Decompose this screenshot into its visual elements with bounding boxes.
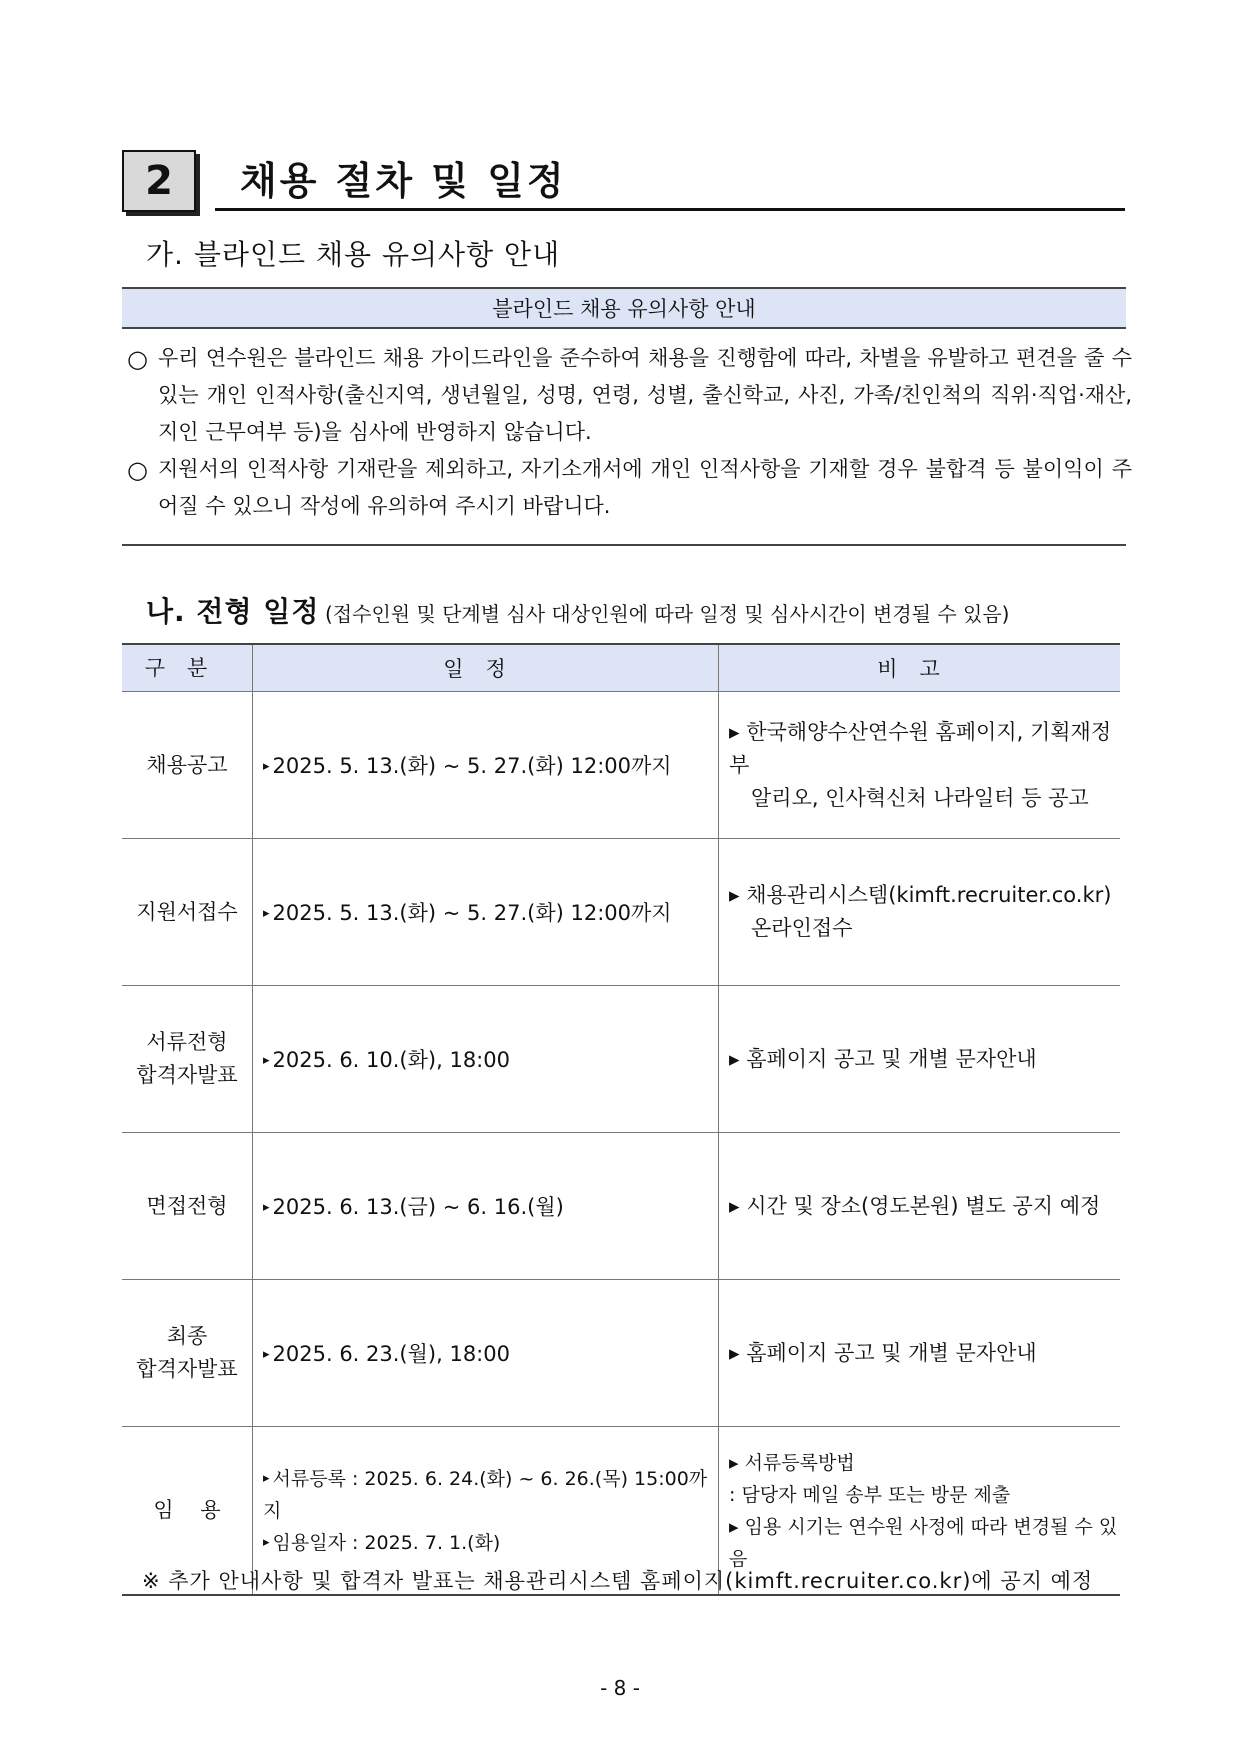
triangle-marker-icon: ▸ bbox=[263, 1534, 270, 1550]
remarks-line: ▸ 한국해양수산연수원 홈페이지, 기획재정부 bbox=[729, 719, 1112, 777]
row-category bbox=[122, 1280, 253, 1427]
part-b-heading: 나. 전형 일정 bbox=[146, 595, 320, 628]
triangle-marker-icon: ▸ bbox=[263, 1347, 270, 1362]
notice-box-title bbox=[122, 287, 1126, 329]
schedule-line: 임용일자 : 2025. 7. 1.(화) bbox=[272, 1531, 501, 1554]
category-line: 지원서접수 bbox=[136, 899, 238, 924]
row-category bbox=[122, 692, 253, 839]
footnote: ※ 추가 안내사항 및 합격자 발표는 채용관리시스템 홈페이지(kimft.recruiter.co.kr)에 공지 예정 bbox=[142, 1569, 1094, 1593]
notice-box-title-text: 블라인드 채용 유의사항 안내 bbox=[492, 297, 756, 321]
notice-item bbox=[122, 340, 1132, 451]
row-schedule bbox=[253, 1133, 719, 1280]
table-row bbox=[122, 839, 1120, 986]
row-schedule bbox=[253, 1280, 719, 1427]
row-remarks bbox=[719, 1133, 1121, 1280]
category-line: 임 용 bbox=[153, 1498, 221, 1522]
row-remarks bbox=[719, 692, 1121, 839]
schedule-line: 2025. 6. 13.(금) ~ 6. 16.(월) bbox=[272, 1195, 564, 1219]
schedule-line: 2025. 6. 23.(월), 18:00 bbox=[272, 1342, 510, 1366]
row-category bbox=[122, 839, 253, 986]
category-line: 합격자발표 bbox=[136, 1357, 238, 1381]
category-line: 서류전형 bbox=[146, 1030, 228, 1054]
remarks-line: ▸ 서류등록방법 bbox=[729, 1451, 855, 1474]
triangle-marker-icon: ▸ bbox=[263, 1053, 270, 1068]
triangle-marker-icon: ▸ bbox=[263, 906, 270, 921]
part-a-heading: 가. 블라인드 채용 유의사항 안내 bbox=[146, 238, 561, 271]
column-header-category: 구분 bbox=[122, 644, 253, 692]
page-number: - 8 - bbox=[600, 1676, 640, 1700]
notice-item bbox=[122, 451, 1132, 525]
row-schedule bbox=[253, 986, 719, 1133]
remarks-line: ▸ 홈페이지 공고 및 개별 문자안내 bbox=[729, 1046, 1037, 1071]
remarks-line: ▸ 채용관리시스템(kimft.recruiter.co.kr) bbox=[729, 883, 1112, 907]
row-schedule bbox=[253, 839, 719, 986]
row-schedule bbox=[253, 692, 719, 839]
section-number: 2 bbox=[145, 158, 173, 204]
remarks-line: ▸ 시간 및 장소(영도본원) 별도 공지 예정 bbox=[729, 1193, 1101, 1218]
triangle-marker-icon: ▸ bbox=[263, 1470, 270, 1486]
category-line: 합격자발표 bbox=[136, 1063, 238, 1087]
section-title: 채용 절차 및 일정 bbox=[240, 159, 567, 203]
column-header-schedule: 일정 bbox=[253, 644, 719, 692]
row-remarks bbox=[719, 839, 1121, 986]
category-line: 면접전형 bbox=[146, 1193, 228, 1218]
row-category bbox=[122, 1133, 253, 1280]
row-category bbox=[122, 986, 253, 1133]
remarks-line: ▸ 임용 시기는 연수원 사정에 따라 변경될 수 있음 bbox=[729, 1515, 1118, 1570]
column-header-remarks: 비고 bbox=[719, 644, 1121, 692]
remarks-line: ▸ 홈페이지 공고 및 개별 문자안내 bbox=[729, 1340, 1037, 1365]
schedule-line: 2025. 5. 13.(화) ~ 5. 27.(화) 12:00까지 bbox=[272, 901, 672, 925]
notice-item-text: 지원서의 인적사항 기재란을 제외하고, 자기소개서에 개인 인적사항을 기재할 경우 불합격 등 불이익이 주어질 수 있으니 작성에 유의하여 주시기 바랍니다. bbox=[158, 457, 1132, 518]
category-line: 최종 bbox=[166, 1324, 208, 1348]
table-row bbox=[122, 1133, 1120, 1280]
schedule-table bbox=[122, 643, 1120, 1596]
remarks-line: : 담당자 메일 송부 또는 방문 제출 bbox=[729, 1483, 1011, 1506]
category-line: 채용공고 bbox=[146, 752, 228, 777]
section-title-underline bbox=[215, 208, 1125, 211]
schedule-line: 2025. 6. 10.(화), 18:00 bbox=[272, 1048, 510, 1072]
remarks-line: 온라인접수 bbox=[751, 916, 853, 940]
triangle-marker-icon: ▸ bbox=[263, 1200, 270, 1215]
table-row bbox=[122, 986, 1120, 1133]
part-b-note: (접수인원 및 단계별 심사 대상인원에 따라 일정 및 심사시간이 변경될 수 있음) bbox=[325, 602, 1010, 626]
circle-bullet-icon: ○ bbox=[127, 456, 148, 484]
triangle-marker-icon: ▸ bbox=[263, 759, 270, 774]
circle-bullet-icon: ○ bbox=[127, 345, 148, 373]
row-remarks bbox=[719, 1280, 1121, 1427]
table-header-row bbox=[122, 644, 1120, 692]
table-row bbox=[122, 692, 1120, 839]
row-remarks bbox=[719, 986, 1121, 1133]
remarks-line: 알리오, 인사혁신처 나라일터 등 공고 bbox=[751, 785, 1089, 810]
notice-box-bottom-rule bbox=[122, 544, 1126, 546]
schedule-line: 서류등록 : 2025. 6. 24.(화) ~ 6. 26.(목) 15:00까지 bbox=[263, 1467, 708, 1522]
table-row bbox=[122, 1280, 1120, 1427]
schedule-line: 2025. 5. 13.(화) ~ 5. 27.(화) 12:00까지 bbox=[272, 754, 672, 778]
section-number-box bbox=[122, 150, 196, 212]
notice-item-text: 우리 연수원은 블라인드 채용 가이드라인을 준수하여 채용을 진행함에 따라, 차별을 유발하고 편견을 줄 수 있는 개인 인적사항(출신지역, 생년월일, 성명, 연령, 성별, 출신학교, 사진, 가족/친인척의 직위·직업·재산, 지인 근무여부 등)을 심사에 반영하지 않습니다. bbox=[158, 346, 1132, 444]
